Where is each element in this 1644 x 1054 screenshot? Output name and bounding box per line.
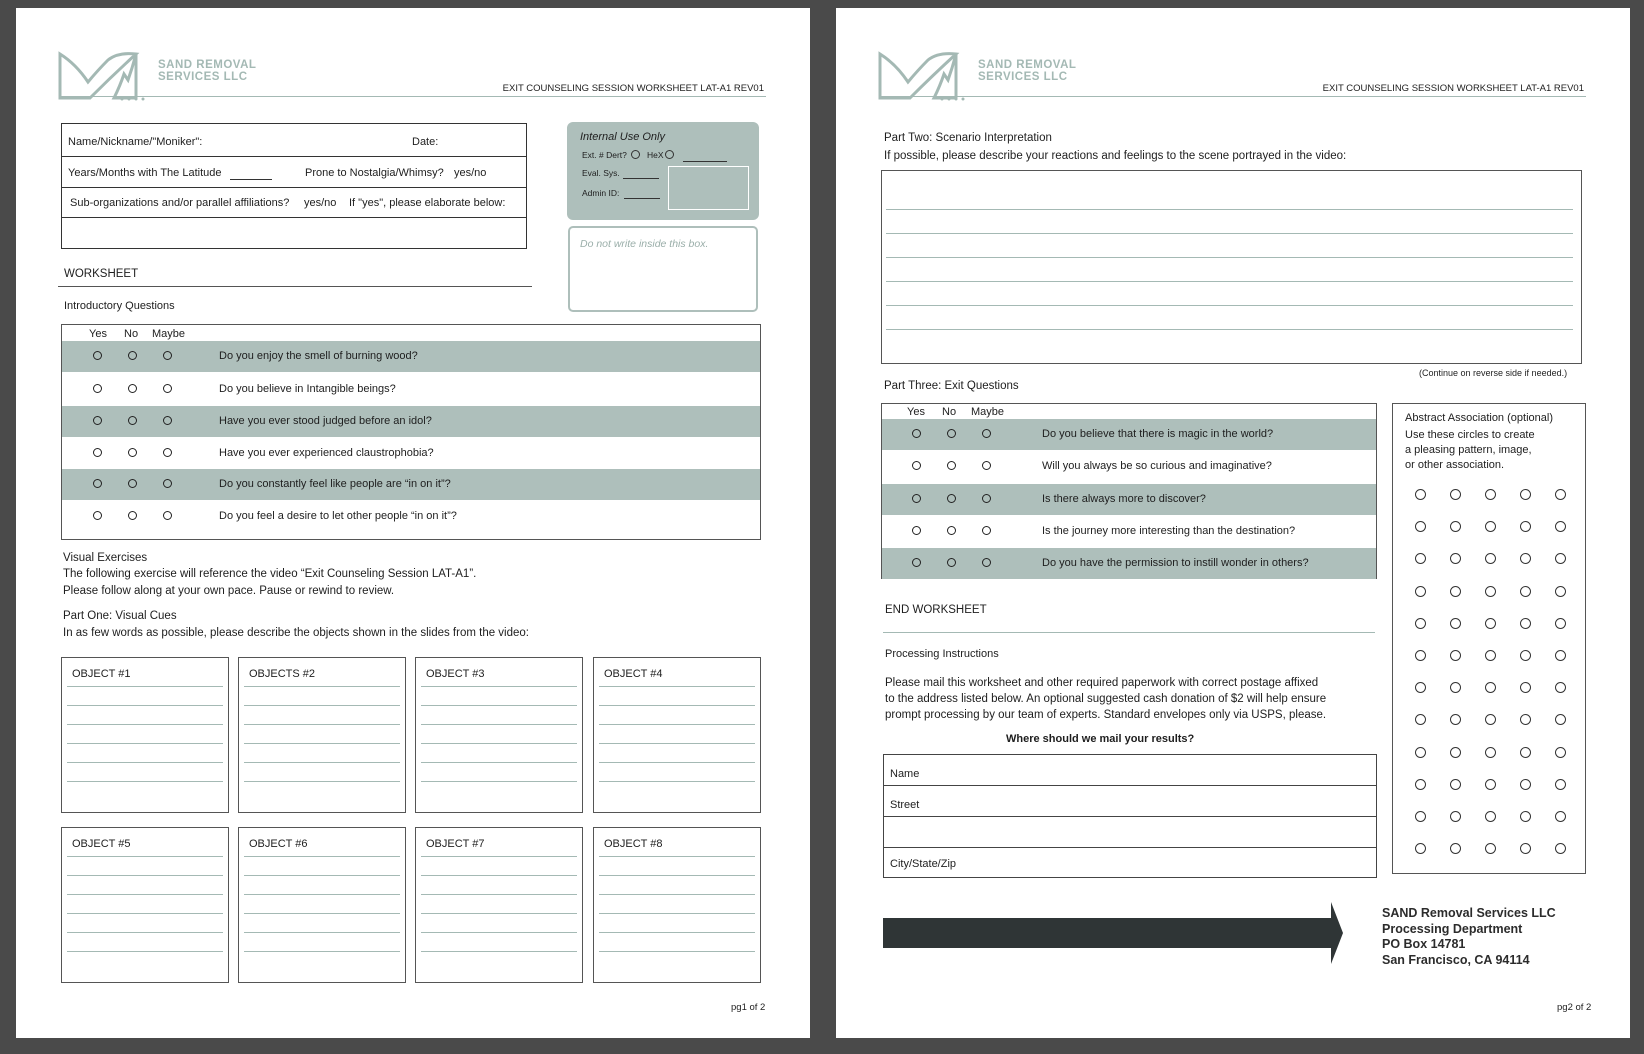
internal-use-title: Internal Use Only (580, 131, 665, 143)
pattern-circle[interactable] (1485, 779, 1496, 790)
question-text: Will you always be so curious and imaginative? (1042, 460, 1272, 472)
pattern-circle[interactable] (1485, 521, 1496, 532)
pattern-circle[interactable] (1450, 714, 1461, 725)
processing-line3: prompt processing by our team of experts. Standard envelopes only via USPS, please. (885, 709, 1327, 721)
object-box[interactable] (593, 827, 761, 983)
mail-question: Where should we mail your results? (1006, 733, 1195, 745)
object-box[interactable] (593, 657, 761, 813)
pattern-circle[interactable] (1415, 521, 1426, 532)
yes-radio[interactable] (93, 448, 102, 457)
years-field[interactable] (230, 179, 272, 180)
pattern-circle[interactable] (1415, 489, 1426, 500)
pattern-circle[interactable] (1485, 843, 1496, 854)
eval-field[interactable] (623, 178, 659, 179)
pattern-circle[interactable] (1450, 553, 1461, 564)
maybe-radio[interactable] (163, 479, 172, 488)
arrow-right-icon (883, 902, 1343, 964)
address-city-field[interactable] (884, 848, 1376, 878)
part-three-title: Part Three: Exit Questions (884, 380, 1019, 392)
intro-question-row (62, 469, 760, 500)
scenario-response-box[interactable] (881, 170, 1582, 364)
pattern-circle[interactable] (1520, 521, 1531, 532)
col-maybe: Maybe (152, 328, 186, 340)
pattern-circle[interactable] (1520, 586, 1531, 597)
object-box[interactable] (61, 657, 229, 813)
col-yes: Yes (89, 328, 107, 340)
no-radio[interactable] (128, 416, 137, 425)
yes-radio[interactable] (93, 479, 102, 488)
address-name-label: Name (890, 768, 920, 780)
elaborate-field[interactable] (62, 218, 526, 249)
hex-radio[interactable] (665, 150, 674, 159)
header-divider (880, 96, 1586, 97)
nostalgia-label: Prone to Nostalgia/Whimsy? (305, 167, 444, 179)
col-maybe: Maybe (971, 406, 1005, 418)
maybe-radio[interactable] (982, 461, 991, 470)
page-2 (836, 8, 1630, 1038)
question-text: Do you believe in Intangible beings? (219, 383, 396, 395)
admin-field[interactable] (624, 198, 660, 199)
pattern-circle[interactable] (1520, 650, 1531, 661)
name-label: Name/Nickname/"Moniker": (68, 136, 203, 148)
part-two-title: Part Two: Scenario Interpretation (884, 132, 1052, 144)
object-label: OBJECT #7 (426, 838, 485, 850)
end-worksheet-title: END WORKSHEET (885, 604, 987, 616)
pattern-circle[interactable] (1520, 779, 1531, 790)
exit-question-row (882, 516, 1376, 547)
ext-label: Ext. # Dert? (582, 150, 627, 160)
admin-label: Admin ID: (582, 188, 620, 198)
do-not-write-note: Do not write inside this box. (580, 238, 709, 250)
maybe-radio[interactable] (163, 511, 172, 520)
col-no: No (124, 328, 139, 340)
yes-radio[interactable] (912, 461, 921, 470)
no-radio[interactable] (128, 511, 137, 520)
pattern-circle[interactable] (1415, 843, 1426, 854)
pattern-circle[interactable] (1450, 521, 1461, 532)
object-label: OBJECT #1 (72, 668, 131, 680)
no-radio[interactable] (947, 558, 956, 567)
pattern-circle[interactable] (1555, 489, 1566, 500)
pattern-circle[interactable] (1485, 553, 1496, 564)
object-box[interactable] (61, 827, 229, 983)
pattern-circle[interactable] (1450, 682, 1461, 693)
pattern-circle[interactable] (1555, 843, 1566, 854)
part-one-title: Part One: Visual Cues (63, 610, 177, 622)
pattern-circle[interactable] (1415, 553, 1426, 564)
pattern-circle[interactable] (1450, 843, 1461, 854)
date-label: Date: (412, 136, 439, 148)
yes-radio[interactable] (93, 351, 102, 360)
company-name: SAND REMOVAL SERVICES LLC (158, 59, 257, 83)
pattern-circle[interactable] (1450, 489, 1461, 500)
pattern-circle[interactable] (1415, 650, 1426, 661)
question-text: Do you feel a desire to let other people “in on it”? (219, 510, 457, 522)
address-street-field[interactable] (884, 786, 1376, 817)
no-radio[interactable] (947, 494, 956, 503)
worksheet-divider (58, 286, 532, 287)
pattern-circle[interactable] (1485, 489, 1496, 500)
header-divider (60, 96, 766, 97)
col-yes: Yes (907, 406, 925, 418)
yes-radio[interactable] (912, 494, 921, 503)
pattern-circle[interactable] (1520, 747, 1531, 758)
maybe-radio[interactable] (982, 558, 991, 567)
maybe-radio[interactable] (982, 429, 991, 438)
object-label: OBJECT #4 (604, 668, 663, 680)
maybe-radio[interactable] (163, 351, 172, 360)
do-not-write-box (568, 226, 758, 312)
col-no: No (942, 406, 957, 418)
no-radio[interactable] (947, 461, 956, 470)
pattern-circle[interactable] (1485, 714, 1496, 725)
pattern-circle[interactable] (1450, 618, 1461, 629)
part-one-desc: In as few words as possible, please describe the objects shown in the slides from the video: (63, 627, 529, 639)
pattern-circle[interactable] (1555, 553, 1566, 564)
pattern-circle[interactable] (1520, 618, 1531, 629)
object-label: OBJECTS #2 (249, 668, 316, 680)
pattern-circle[interactable] (1415, 714, 1426, 725)
company-logo-icon (58, 48, 154, 102)
exit-question-row (882, 419, 1376, 450)
exit-question-row (882, 484, 1376, 515)
pattern-circle[interactable] (1520, 553, 1531, 564)
yes-radio[interactable] (912, 526, 921, 535)
no-radio[interactable] (947, 526, 956, 535)
intro-question-row (62, 501, 760, 532)
maybe-radio[interactable] (163, 384, 172, 393)
address-street-label: Street (890, 799, 920, 811)
object-box[interactable] (238, 827, 406, 983)
suborg-options[interactable]: yes/no (304, 197, 337, 209)
pattern-circle[interactable] (1415, 811, 1426, 822)
object-box[interactable] (238, 657, 406, 813)
pattern-circle[interactable] (1415, 586, 1426, 597)
intro-question-row (62, 374, 760, 405)
personal-info-form (61, 123, 527, 249)
pattern-circle[interactable] (1485, 747, 1496, 758)
company-logo-icon (878, 48, 974, 102)
intro-question-row (62, 438, 760, 469)
pattern-circle[interactable] (1415, 682, 1426, 693)
yes-radio[interactable] (93, 416, 102, 425)
intro-questions-title: Introductory Questions (64, 300, 175, 312)
hex-field[interactable] (683, 161, 727, 162)
page-number: pg2 of 2 (1557, 1002, 1592, 1013)
eval-label: Eval. Sys. (582, 168, 620, 178)
suborg-label: Sub-organizations and/or parallel affiliations? (70, 197, 290, 209)
maybe-radio[interactable] (982, 526, 991, 535)
pattern-circle[interactable] (1450, 586, 1461, 597)
address-line2-field[interactable] (884, 817, 1376, 848)
exit-question-row (882, 451, 1376, 482)
no-radio[interactable] (128, 351, 137, 360)
pattern-circle[interactable] (1450, 811, 1461, 822)
object-label: OBJECT #8 (604, 838, 663, 850)
elaborate-label: If "yes", please elaborate below: (349, 197, 506, 209)
doc-title: EXIT COUNSELING SESSION WORKSHEET LAT-A1 REV01 (1322, 83, 1584, 94)
pattern-circle[interactable] (1450, 779, 1461, 790)
object-label: OBJECT #6 (249, 838, 308, 850)
pattern-circle[interactable] (1555, 682, 1566, 693)
intro-questions-table (61, 324, 761, 540)
pattern-circle[interactable] (1485, 618, 1496, 629)
exit-question-row (882, 548, 1376, 579)
pattern-circle[interactable] (1485, 586, 1496, 597)
maybe-radio[interactable] (163, 416, 172, 425)
processing-line2: to the address listed below. An optional suggested cash donation of $2 will help ensure (885, 693, 1327, 705)
worksheet-title: WORKSHEET (64, 268, 139, 280)
question-text: Do you have the permission to instill wonder in others? (1042, 557, 1309, 569)
end-divider (883, 632, 1375, 633)
processing-line1: Please mail this worksheet and other required paperwork with correct postage affixed (885, 677, 1319, 689)
pattern-circle[interactable] (1485, 811, 1496, 822)
maybe-radio[interactable] (982, 494, 991, 503)
abstract-title: Abstract Association (optional) (1405, 412, 1553, 424)
yes-radio[interactable] (93, 511, 102, 520)
pattern-circle[interactable] (1450, 747, 1461, 758)
pattern-circle[interactable] (1555, 521, 1566, 532)
return-address: SAND Removal Services LLC Processing Department PO Box 14781 San Francisco, CA 94114 (1382, 906, 1556, 967)
processing-title: Processing Instructions (885, 648, 999, 660)
yes-radio[interactable] (912, 558, 921, 567)
object-box[interactable] (415, 827, 583, 983)
pattern-circle[interactable] (1520, 714, 1531, 725)
pattern-circle[interactable] (1555, 747, 1566, 758)
internal-stamp-field[interactable] (668, 166, 749, 210)
page-number: pg1 of 2 (731, 1002, 766, 1013)
nostalgia-options[interactable]: yes/no (454, 167, 487, 179)
question-text: Have you ever experienced claustrophobia? (219, 447, 434, 459)
pattern-circle[interactable] (1555, 618, 1566, 629)
question-text: Is the journey more interesting than the destination? (1042, 525, 1296, 537)
abstract-association-box (1392, 403, 1586, 874)
company-name: SAND REMOVAL SERVICES LLC (978, 59, 1077, 83)
object-box[interactable] (415, 657, 583, 813)
pattern-circle[interactable] (1555, 650, 1566, 661)
pattern-circle[interactable] (1555, 811, 1566, 822)
question-text: Is there always more to discover? (1042, 493, 1206, 505)
address-name-field[interactable] (884, 755, 1376, 786)
doc-title: EXIT COUNSELING SESSION WORKSHEET LAT-A1 REV01 (502, 83, 764, 94)
page-1 (16, 8, 810, 1038)
no-radio[interactable] (128, 384, 137, 393)
yes-radio[interactable] (93, 384, 102, 393)
maybe-radio[interactable] (163, 448, 172, 457)
pattern-circle[interactable] (1415, 618, 1426, 629)
pattern-circle[interactable] (1520, 843, 1531, 854)
pattern-circle[interactable] (1450, 650, 1461, 661)
pattern-circle[interactable] (1415, 779, 1426, 790)
yes-radio[interactable] (912, 429, 921, 438)
question-text: Do you enjoy the smell of burning wood? (219, 350, 418, 362)
part-two-desc: If possible, please describe your reactions and feelings to the scene portrayed in the video: (884, 150, 1347, 162)
internal-use-box (567, 122, 759, 220)
abstract-line2: a pleasing pattern, image, (1405, 444, 1532, 456)
pattern-circle[interactable] (1555, 779, 1566, 790)
question-text: Do you constantly feel like people are “in on it”? (219, 478, 451, 490)
intro-question-row (62, 406, 760, 437)
object-label: OBJECT #5 (72, 838, 131, 850)
pattern-circle[interactable] (1520, 489, 1531, 500)
pattern-circle[interactable] (1415, 747, 1426, 758)
pattern-circle[interactable] (1555, 586, 1566, 597)
abstract-line1: Use these circles to create (1405, 429, 1535, 441)
visual-exercises-title: Visual Exercises (63, 552, 148, 564)
pattern-circle[interactable] (1520, 682, 1531, 693)
pattern-circle[interactable] (1485, 650, 1496, 661)
ext-radio[interactable] (631, 150, 640, 159)
continue-note: (Continue on reverse side if needed.) (1419, 368, 1568, 378)
pattern-circle[interactable] (1555, 714, 1566, 725)
address-city-label: City/State/Zip (890, 858, 957, 870)
object-label: OBJECT #3 (426, 668, 485, 680)
years-label: Years/Months with The Latitude (68, 167, 222, 179)
no-radio[interactable] (128, 448, 137, 457)
address-form (883, 754, 1377, 878)
visual-exercises-line1: The following exercise will reference the video “Exit Counseling Session LAT-A1”. (63, 568, 477, 580)
question-text: Have you ever stood judged before an idol? (219, 415, 432, 427)
question-text: Do you believe that there is magic in the world? (1042, 428, 1274, 440)
intro-question-row (62, 341, 760, 372)
pattern-circle[interactable] (1485, 682, 1496, 693)
visual-exercises-line2: Please follow along at your own pace. Pause or rewind to review. (63, 585, 395, 597)
pattern-circle[interactable] (1520, 811, 1531, 822)
no-radio[interactable] (128, 479, 137, 488)
exit-questions-table (881, 403, 1377, 579)
no-radio[interactable] (947, 429, 956, 438)
hex-label: HeX (647, 150, 664, 160)
abstract-line3: or other association. (1405, 459, 1505, 471)
